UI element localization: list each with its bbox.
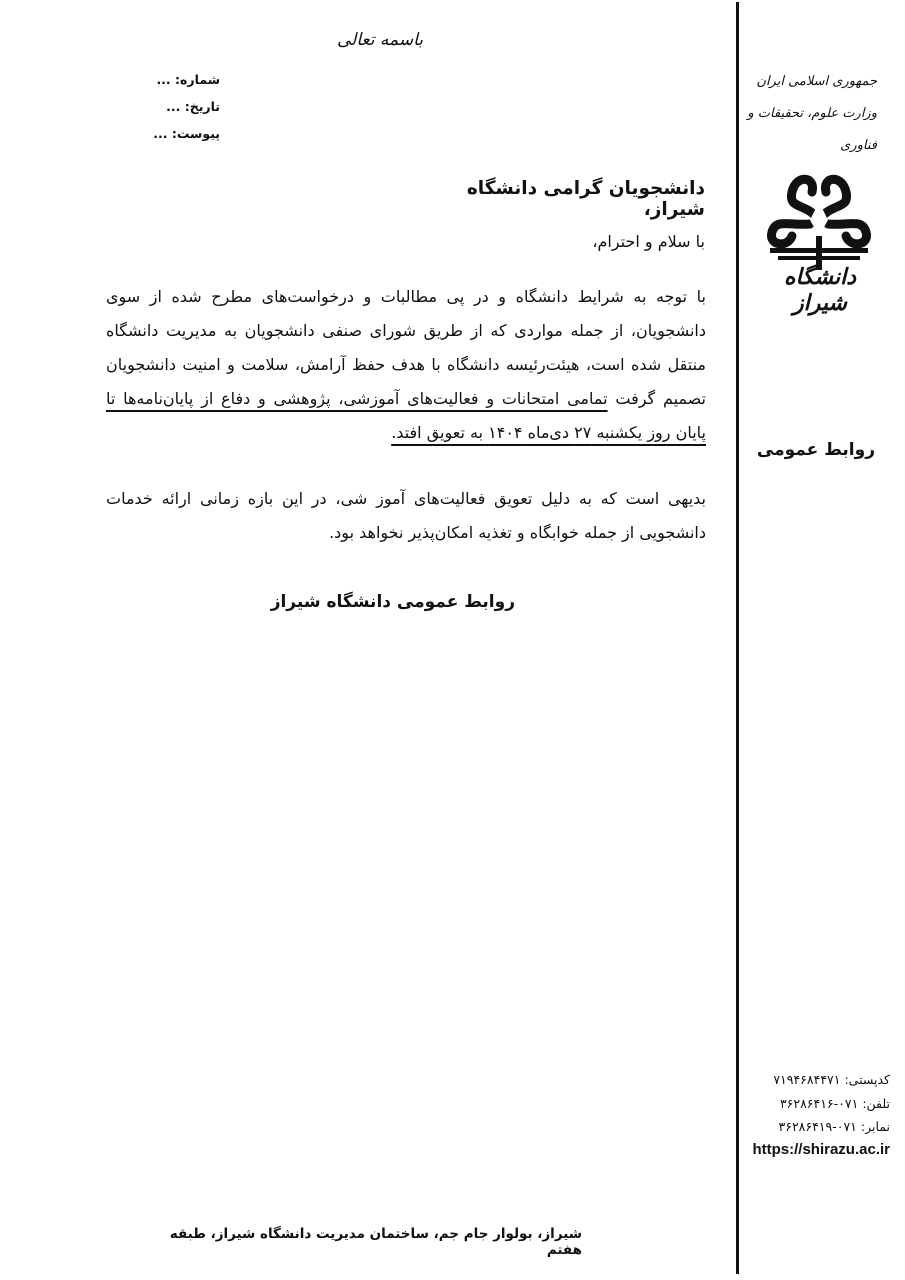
postal-code-label: کدپستی: (844, 1072, 890, 1087)
paragraph-announcement-intro: با توجه به شرایط دانشگاه و در پی مطالبات و درخواست‌های مطرح شده از سوی دانشجویان، از جمله مواردی که از طریق شورای صنفی دانشجویان به مدیریت دانشگاه منتقل شده است، هیئت‌رئیسه دانشگاه با هدف حفظ آرامش، سلامت و امنیت دانشجویان تصمیم گرفت (106, 287, 707, 408)
paragraph-announcement (106, 280, 706, 450)
ministry-line-1: جمهوری اسلامی ایران (756, 74, 877, 89)
meta-attachment-label: پیوست: (171, 126, 220, 141)
fax-label: نمابر: (860, 1119, 890, 1134)
signature: روابط عمومی دانشگاه شیراز (270, 592, 515, 612)
letter-meta (140, 66, 220, 147)
meta-date (140, 93, 220, 120)
paragraph-services: بدیهی است که به دلیل تعویق فعالیت‌های آموز شی، در این بازه زمانی ارائه خدمات دانشجویی از جمله خوابگاه و تغذیه امکان‌پذیر نخواهد بود. (106, 489, 706, 542)
logo-caption: دانشگاه شیراز (783, 264, 857, 316)
meta-number-value: ... (156, 72, 171, 87)
vertical-divider (736, 2, 739, 1274)
bismillah-heading: باسمه تعالی (337, 30, 423, 50)
ministry-line-2: وزارت علوم، تحقیقات و فناوری (747, 106, 877, 153)
salutation: دانشجویان گرامی دانشگاه شیراز، (466, 178, 705, 220)
footer-address: شیراز، بولوار جام جم، ساختمان مدیریت دانشگاه شیراز، طبقه هفتم (169, 1226, 582, 1258)
fax-value: ۰۷۱-۳۶۲۸۶۴۱۹ (778, 1119, 857, 1134)
meta-attachment-value: ... (153, 126, 168, 141)
postal-code (742, 1068, 890, 1092)
department-label: روابط عمومی (756, 440, 875, 460)
website-link[interactable]: https://shirazu.ac.ir (752, 1140, 890, 1158)
greeting: با سلام و احترام، (592, 232, 705, 251)
postponement-notice: تمامی امتحانات و فعالیت‌های آموزشی، پژوهشی و دفاع از پایان‌نامه‌ها تا پایان روز یکشنبه ۲۷ دی‌ماه ۱۴۰۴ به تعویق افتد. (106, 389, 706, 442)
meta-number-label: شماره: (175, 72, 220, 87)
meta-date-value: ... (166, 99, 181, 114)
phone (742, 1092, 890, 1116)
phone-label: تلفن: (862, 1095, 890, 1111)
meta-number (140, 66, 220, 93)
fax (742, 1115, 890, 1139)
postal-code-value: ۷۱۹۴۶۸۴۴۷۱ (773, 1072, 841, 1087)
ministry-heading (742, 66, 877, 162)
phone-value: ۰۷۱-۳۶۲۸۶۴۱۶ (779, 1095, 859, 1111)
contact-info (742, 1068, 890, 1161)
meta-attachment (140, 120, 220, 147)
meta-date-label: تاریخ: (184, 99, 220, 114)
